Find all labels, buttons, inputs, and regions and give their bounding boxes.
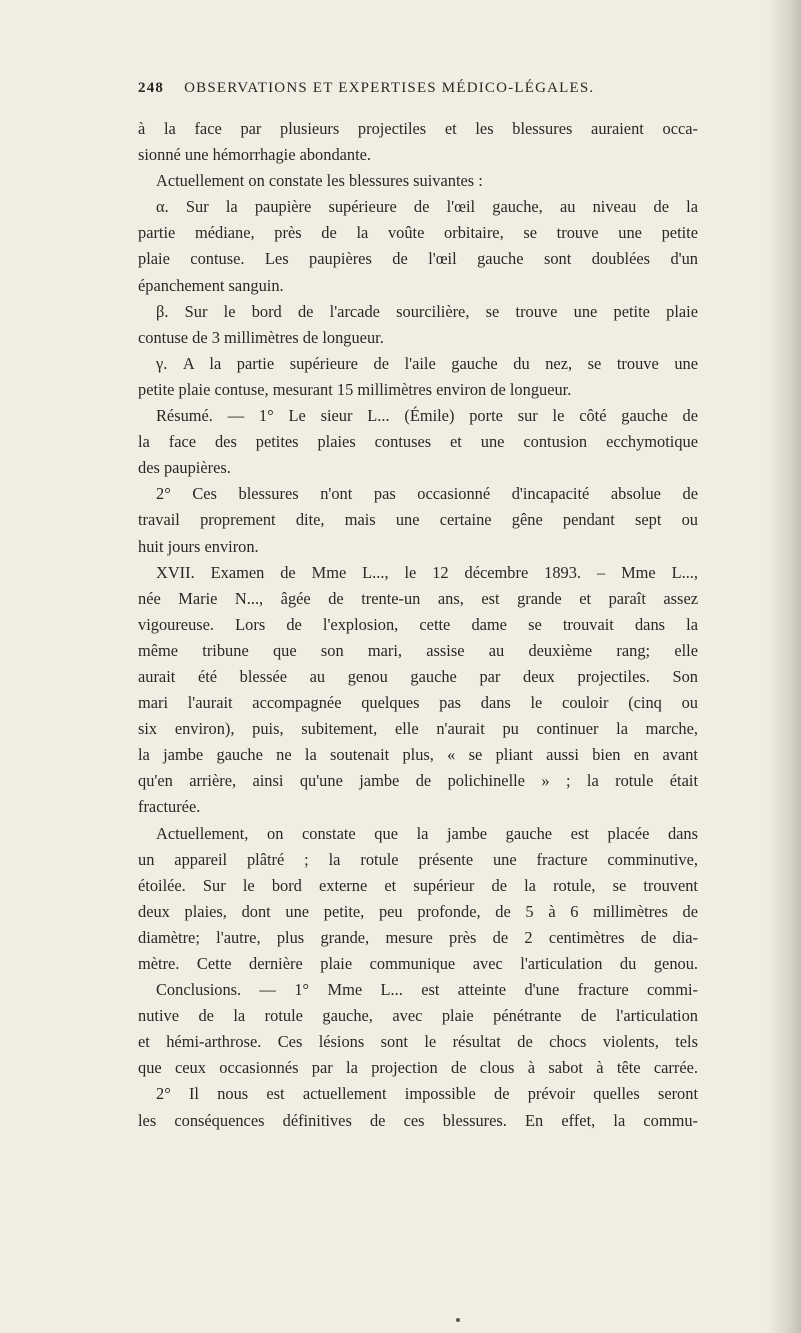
text-line: Conclusions. — 1° Mme L... est atteinte d'une fracture commi- [156,980,698,1000]
text-line: même tribune que son mari, assise au deuxième rang; elle [138,640,698,660]
text-line: partie médiane, près de la voûte orbitaire, se trouve une petite [138,223,698,243]
body-text [138,116,698,1134]
text-line: sionné une hémorrhagie abondante. [138,145,372,165]
text-line: travail proprement dite, mais une certaine gêne pendant sept ou [138,510,698,530]
text-line: diamètre; l'autre, plus grande, mesure près de 2 centimètres de dia- [138,927,698,947]
text-line: les conséquences définitives de ces blessures. En effet, la commu- [138,1110,698,1130]
text-line: fracturée. [138,797,201,817]
text-line: qu'en arrière, ainsi qu'une jambe de polichinelle » ; la rotule était [138,771,698,791]
text-line: deux plaies, dont une petite, peu profonde, de 5 à 6 millimètres de [138,901,698,921]
text-line: des paupières. [138,458,231,478]
page-edge-shadow [767,0,801,1333]
text-line: Résumé. — 1° Le sieur L... (Émile) porte sur le côté gauche de [156,406,698,426]
text-line: un appareil plâtré ; la rotule présente une fracture comminutive, [138,849,698,869]
text-line: γ. A la partie supérieure de l'aile gauche du nez, se trouve une [156,353,698,373]
text-line: nutive de la rotule gauche, avec plaie pénétrante de l'articulation [138,1006,698,1026]
text-line: plaie contuse. Les paupières de l'œil gauche sont doublées d'un [138,249,698,269]
text-line: six environ), puis, subitement, elle n'aurait pu continuer la marche, [138,719,698,739]
text-line: XVII. Examen de Mme L..., le 12 décembre 1893. – Mme L..., [156,562,698,582]
text-line: 2° Il nous est actuellement impossible de prévoir quelles seront [156,1084,698,1104]
text-line: mari l'aurait accompagnée quelques pas dans le couloir (cinq ou [138,693,698,713]
text-line: la face des petites plaies contuses et une contusion ecchymotique [138,432,698,452]
text-line: 2° Ces blessures n'ont pas occasionné d'incapacité absolue de [156,484,698,504]
running-header [138,80,698,116]
text-line: contuse de 3 millimètres de longueur. [138,327,384,347]
text-line: née Marie N..., âgée de trente-un ans, est grande et paraît assez [138,588,698,608]
book-page [138,80,698,1134]
text-line: mètre. Cette dernière plaie communique avec l'articulation du genou. [138,954,698,973]
text-line: vigoureuse. Lors de l'explosion, cette dame se trouvait dans la [138,614,698,634]
text-line: que ceux occasionnés par la projection de clous à sabot à tête carrée. [138,1058,698,1078]
text-line: Actuellement on constate les blessures suivantes : [156,171,483,191]
text-line: épanchement sanguin. [138,275,284,295]
page-number: 248 [138,80,165,96]
text-line: α. Sur la paupière supérieure de l'œil gauche, au niveau de la [156,197,698,217]
text-line: et hémi-arthrose. Ces lésions sont le résultat de chocs violents, tels [138,1032,698,1052]
text-line: étoilée. Sur le bord externe et supérieur de la rotule, se trouvent [138,875,698,895]
text-line: à la face par plusieurs projectiles et les blessures auraient occa- [138,119,698,138]
text-line: la jambe gauche ne la soutenait plus, « se pliant aussi bien en avant [138,745,698,765]
page-mark [456,1318,460,1322]
text-line: β. Sur le bord de l'arcade sourcilière, se trouve une petite plaie [156,301,698,321]
text-line: huit jours environ. [138,536,259,556]
text-line: petite plaie contuse, mesurant 15 millimètres environ de longueur. [138,379,572,399]
running-title: OBSERVATIONS ET EXPERTISES MÉDICO-LÉGALES. [184,80,595,96]
text-line: Actuellement, on constate que la jambe gauche est placée dans [156,823,698,843]
text-line: aurait été blessée au genou gauche par deux projectiles. Son [138,666,698,686]
